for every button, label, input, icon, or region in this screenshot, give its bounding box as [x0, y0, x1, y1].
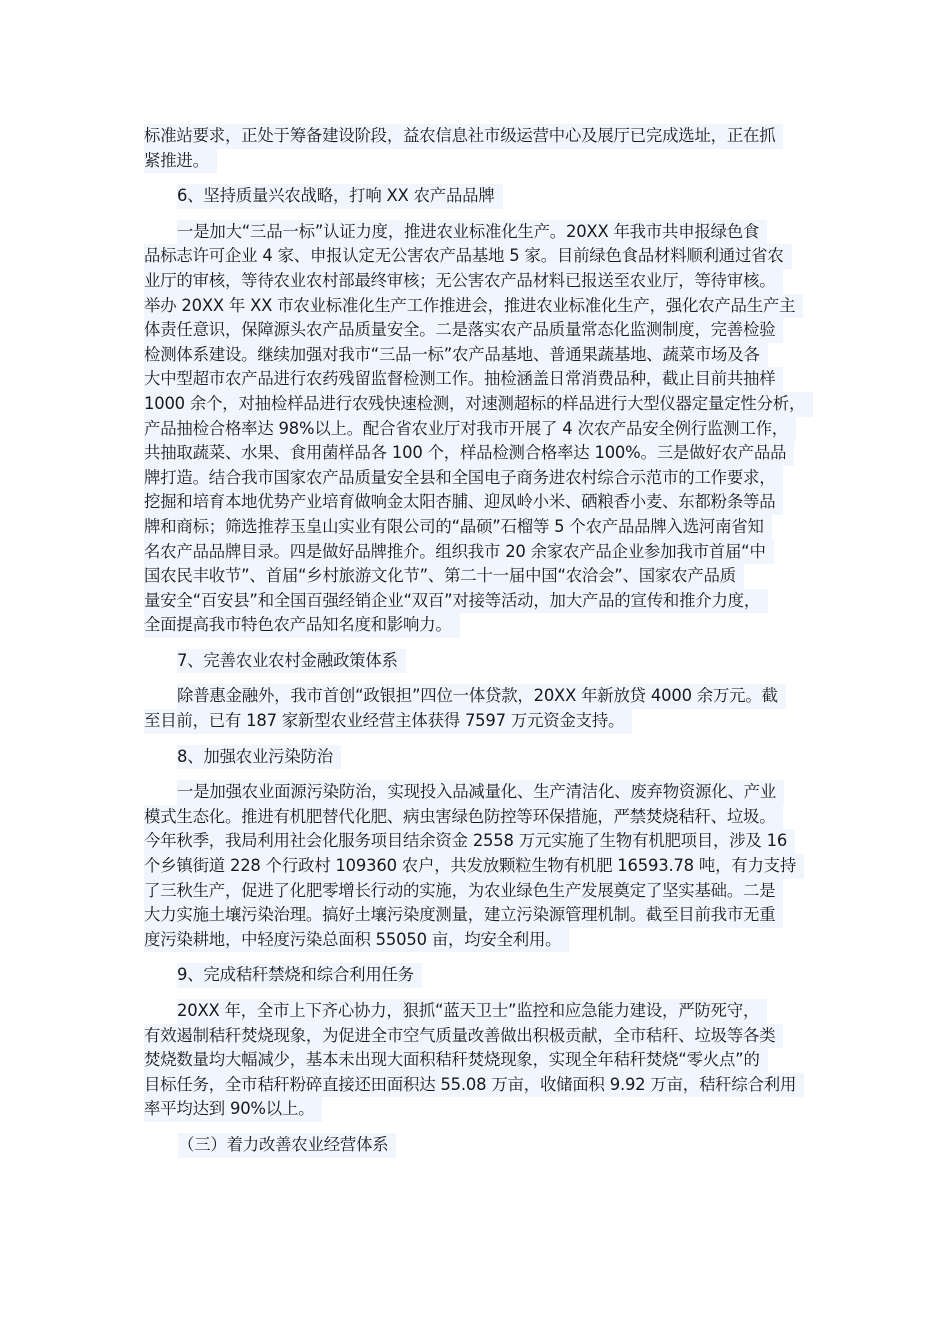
text-line	[144, 1073, 824, 1098]
heading-text: （三）着力改善农业经营体系	[178, 1133, 396, 1158]
section-heading	[144, 745, 824, 770]
text-line	[144, 417, 824, 442]
text-line	[144, 515, 824, 540]
text-line	[144, 149, 824, 174]
text-line-content: 一是加强农业面源污染防治，实现投入品减量化、生产清洁化、废弃物资源化、产业	[177, 780, 784, 805]
text-line-content: 共抽取蔬菜、水果、食用菌样品各 100 个，样品检测合格率达 100%。三是做好农产品品	[144, 441, 794, 466]
section-heading	[144, 963, 824, 988]
text-line-content: 全面提高我市特色农产品知名度和影响力。	[144, 613, 460, 638]
text-line-content: 20XX 年，全市上下齐心协力，狠抓“蓝天卫士”监控和应急能力建设，严防死守，	[177, 999, 767, 1024]
text-line-content: 至目前，已有 187 家新型农业经营主体获得 7597 万元资金支持。	[144, 709, 632, 734]
text-line-content: 了三秋生产，促进了化肥零增长行动的实施，为农业绿色生产发展奠定了坚实基础。二是	[144, 879, 783, 904]
text-line	[144, 466, 824, 491]
text-line	[144, 613, 824, 638]
subsection-heading	[144, 1133, 824, 1158]
text-line-content: 一是加大“三品一标”认证力度，推进农业标准化生产。20XX 年我市共申报绿色食	[177, 220, 767, 245]
text-line	[144, 244, 824, 269]
document-body	[144, 124, 824, 1169]
text-line	[144, 1097, 824, 1122]
text-line	[144, 367, 824, 392]
text-line	[144, 294, 824, 319]
text-line-content: 举办 20XX 年 XX 市农业标准化生产工作推进会，推进农业标准化生产，强化农产品生产主	[144, 294, 803, 319]
text-line	[144, 441, 824, 466]
heading-text: 6、坚持质量兴农战略，打响 XX 农产品品牌	[177, 184, 503, 209]
text-line-content: 有效遏制秸秆焚烧现象，为促进全市空气质量改善做出积极贡献，全市秸秆、垃圾等各类	[144, 1024, 783, 1049]
text-line-content: 今年秋季，我局利用社会化服务项目结余资金 2558 万元实施了生物有机肥项目，涉及 16	[144, 829, 795, 854]
text-line	[144, 684, 824, 709]
text-line-content: 焚烧数量均大幅减少，基本未出现大面积秸秆焚烧现象，实现全年秸秆焚烧“零火点”的	[144, 1048, 768, 1073]
section-heading	[144, 649, 824, 674]
text-line	[144, 589, 824, 614]
text-line-content: 产品抽检合格率达 98%以上。配合省农业厅对我市开展了 4 次农产品安全例行监测工作，	[144, 417, 796, 442]
paragraph	[144, 684, 824, 733]
section-heading	[144, 184, 824, 209]
text-line	[144, 220, 824, 245]
text-line	[144, 343, 824, 368]
text-line-content: 标准站要求，正处于筹备建设阶段，益农信息社市级运营中心及展厅已完成选址，正在抓	[144, 124, 783, 149]
heading-text: 8、加强农业污染防治	[177, 745, 341, 770]
text-line-content: 牌和商标；筛选推荐玉皇山实业有限公司的“晶硕”石榴等 5 个农产品品牌入选河南省知	[144, 515, 772, 540]
text-line	[144, 709, 824, 734]
text-line	[144, 928, 824, 953]
text-line	[144, 879, 824, 904]
text-line-content: 量安全“百安县”和全国百强经销企业“双百”对接等活动，加大产品的宣传和推介力度，	[144, 589, 768, 614]
text-line-content: 度污染耕地，中轻度污染总面积 55050 亩，均安全利用。	[144, 928, 569, 953]
text-line	[144, 1048, 824, 1073]
paragraph	[144, 220, 824, 638]
text-line-content: 目标任务，全市秸秆粉碎直接还田面积达 55.08 万亩，收储面积 9.92 万亩，秸秆综合利用	[144, 1073, 804, 1098]
text-line-content: 率平均达到 90%以上。	[144, 1097, 322, 1122]
text-line-content: 除普惠金融外，我市首创“政银担”四位一体贷款，20XX 年新放贷 4000 余万元。截	[177, 684, 786, 709]
heading-text: 9、完成秸秆禁烧和综合利用任务	[177, 963, 422, 988]
text-line-content: 模式生态化。推进有机肥替代化肥、病虫害绿色防控等环保措施，严禁焚烧秸秆、垃圾。	[144, 805, 783, 830]
text-line	[144, 392, 824, 417]
text-line-content: 名农产品品牌目录。四是做好品牌推介。组织我市 20 余家农产品企业参加我市首届“中	[144, 540, 774, 565]
text-line	[144, 540, 824, 565]
text-line	[144, 999, 824, 1024]
text-line-content: 品标志许可企业 4 家、申报认定无公害农产品基地 5 家。目前绿色食品材料顺利通过省农	[144, 244, 792, 269]
text-line	[144, 269, 824, 294]
text-line	[144, 829, 824, 854]
text-line	[144, 854, 824, 879]
text-line-content: 大中型超市农产品进行农药残留监督检测工作。抽检涵盖日常消费品种，截止目前共抽样	[144, 367, 783, 392]
text-line-content: 大力实施土壤污染治理。搞好土壤污染度测量，建立污染源管理机制。截至目前我市无重	[144, 903, 783, 928]
text-line-content: 挖掘和培育本地优势产业培育做响金太阳杏脯、迎凤岭小米、硒粮香小麦、东都粉条等品	[144, 490, 783, 515]
paragraph	[144, 124, 824, 173]
text-line	[144, 805, 824, 830]
text-line-content: 体责任意识，保障源头农产品质量安全。二是落实农产品质量常态化监测制度，完善检验	[144, 318, 783, 343]
text-line-content: 1000 余个，对抽检样品进行农残快速检测，对速测超标的样品进行大型仪器定量定性分析，	[144, 392, 813, 417]
paragraph	[144, 999, 824, 1122]
text-line	[144, 318, 824, 343]
text-line	[144, 1024, 824, 1049]
text-line	[144, 124, 824, 149]
text-line	[144, 564, 824, 589]
text-line-content: 国农民丰收节”、首届“乡村旅游文化节”、第二十一届中国“农洽会”、国家农产品质	[144, 564, 744, 589]
text-line-content: 牌打造。结合我市国家农产品质量安全县和全国电子商务进农村综合示范市的工作要求，	[144, 466, 783, 491]
text-line-content: 紧推进。	[144, 149, 217, 174]
text-line-content: 业厅的审核，等待农业农村部最终审核；无公害农产品材料已报送至农业厅，等待审核。	[144, 269, 783, 294]
text-line	[144, 903, 824, 928]
text-line	[144, 490, 824, 515]
text-line-content: 检测体系建设。继续加强对我市“三品一标”农产品基地、普通果蔬基地、蔬菜市场及各	[144, 343, 768, 368]
text-line	[144, 780, 824, 805]
heading-text: 7、完善农业农村金融政策体系	[177, 649, 406, 674]
text-line-content: 个乡镇街道 228 个行政村 109360 农户，共发放颗粒生物有机肥 16593.78 吨，有力支持	[144, 854, 804, 879]
paragraph	[144, 780, 824, 952]
